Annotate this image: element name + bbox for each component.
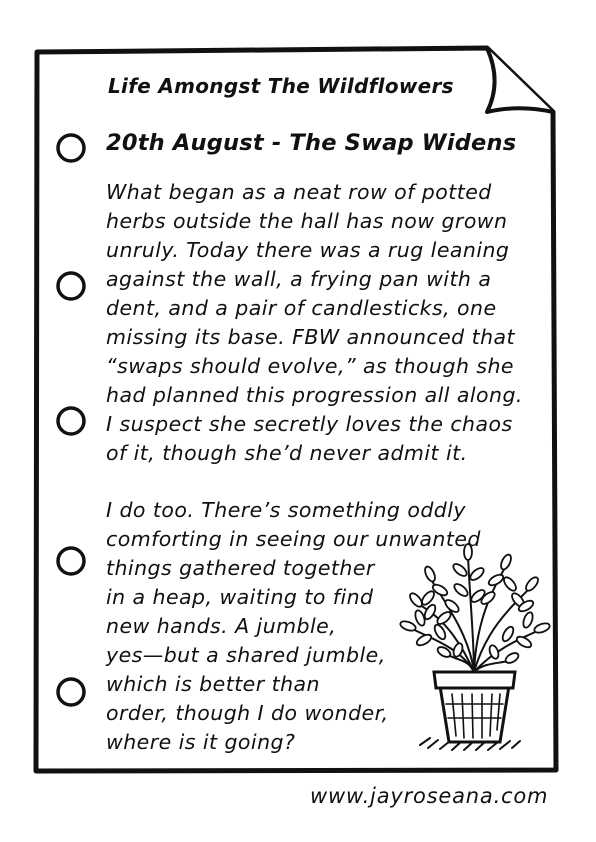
text-line: had planned this progression all along.: [106, 383, 523, 407]
text-line: against the wall, a frying pan with a: [106, 267, 492, 291]
text-line: unruly. Today there was a rug leaning: [106, 238, 510, 262]
text-line: where is it going?: [106, 730, 296, 754]
text-line: yes—but a shared jumble,: [106, 643, 386, 667]
text-line: new hands. A jumble,: [106, 614, 337, 638]
text-line: dent, and a pair of candlesticks, one: [106, 296, 497, 320]
entry-title: 20th August - The Swap Widens: [106, 130, 517, 156]
text-line: What began as a neat row of potted: [106, 180, 492, 204]
text-line: I suspect she secretly loves the chaos: [106, 412, 513, 436]
punch-hole: [58, 273, 84, 299]
text-line: comforting in seeing our unwanted: [106, 527, 481, 551]
text-line: “swaps should evolve,” as though she: [106, 354, 514, 378]
punch-hole: [58, 408, 84, 434]
punch-hole: [58, 135, 84, 161]
text-line: order, though I do wonder,: [106, 701, 389, 725]
website-link[interactable]: www.jayroseana.com: [310, 784, 549, 808]
text-line: I do too. There’s something oddly: [106, 498, 466, 522]
text-line: herbs outside the hall has now grown: [106, 209, 508, 233]
page-header: Life Amongst The Wildflowers: [108, 74, 454, 98]
punch-hole: [58, 679, 84, 705]
text-line: of it, though she’d never admit it.: [106, 441, 468, 465]
pot-rim: [434, 672, 515, 688]
text-line: missing its base. FBW announced that: [106, 325, 516, 349]
punch-hole: [58, 548, 84, 574]
text-line: in a heap, waiting to find: [106, 585, 374, 609]
text-line: things gathered together: [106, 556, 375, 580]
folded-corner-icon: [487, 48, 553, 112]
text-line: which is better than: [106, 672, 320, 696]
